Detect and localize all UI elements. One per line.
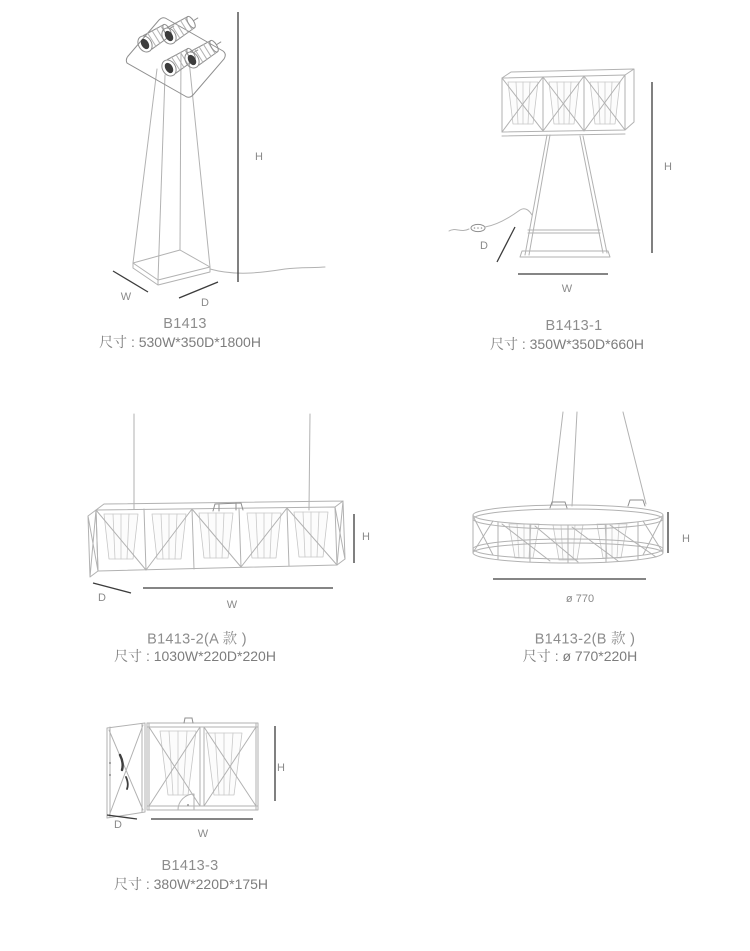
floor-lamp-drawing <box>85 5 325 310</box>
round-pendant-drawing <box>460 405 700 605</box>
product-size: 尺寸 : 530W*350D*1800H <box>99 334 261 350</box>
product-name: B1413-2(A 款 ) <box>147 631 247 648</box>
linear-pendant-drawing <box>85 408 375 618</box>
product-size: 尺寸 : ø 770*220H <box>522 648 638 664</box>
height-dim-label: H <box>664 161 672 173</box>
depth-dim-label: D <box>114 819 122 831</box>
figure-wall-box-lamp <box>90 712 310 897</box>
depth-dimension-line <box>179 282 218 298</box>
height-dim-label: H <box>682 533 690 545</box>
table-lamp-drawing <box>445 58 695 303</box>
width-dim-label: W <box>561 283 573 295</box>
depth-dim-label: D <box>98 592 106 604</box>
height-dim-label: H <box>255 151 263 163</box>
figure-floor-lamp <box>60 5 340 355</box>
pleated-shades <box>104 512 328 559</box>
product-name: B1413 <box>163 316 207 332</box>
figure-linear-pendant <box>80 405 380 670</box>
product-name: B1413-2(B 款 ) <box>534 631 636 648</box>
depth-dimension-line <box>497 227 515 262</box>
width-dim-label: W <box>120 291 132 303</box>
product-size: 尺寸 : 1030W*220D*220H <box>114 648 276 664</box>
height-dim-label: H <box>277 762 285 774</box>
product-name: B1413-3 <box>161 858 219 874</box>
figure-round-pendant <box>455 405 715 670</box>
wall-box-lamp-drawing <box>100 715 290 845</box>
product-size: 尺寸 : 350W*350D*660H <box>489 336 645 352</box>
depth-dim-label: D <box>201 297 209 309</box>
height-dim-label: H <box>362 531 370 543</box>
product-size: 尺寸 : 380W*220D*175H <box>113 876 269 892</box>
product-name: B1413-1 <box>545 318 603 334</box>
depth-dim-label: D <box>480 240 488 252</box>
width-dim-label: W <box>226 599 238 611</box>
diameter-dim-label: ø 770 <box>565 593 595 605</box>
figure-table-lamp <box>440 58 690 358</box>
width-dim-label: W <box>197 828 209 840</box>
